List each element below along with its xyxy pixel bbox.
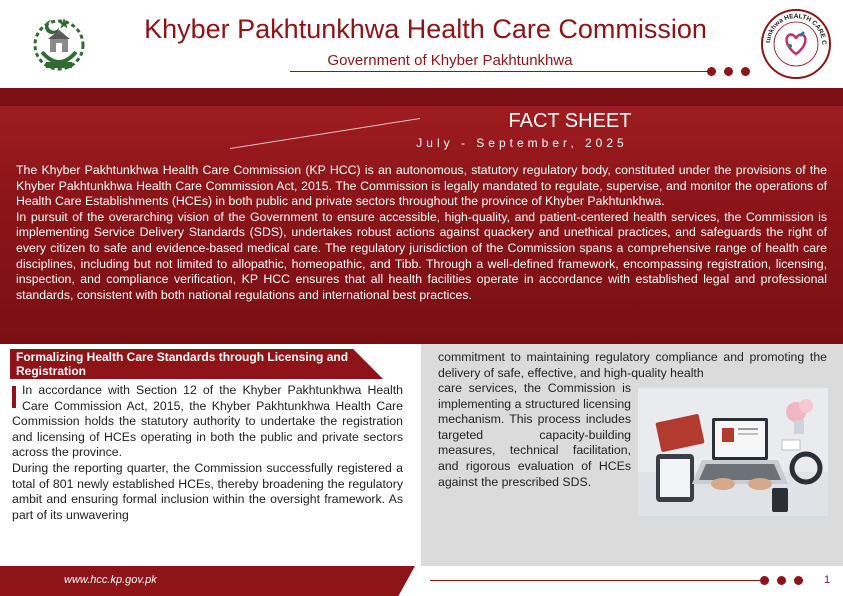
header-divider: [290, 71, 710, 72]
drop-cap-bar: [12, 386, 16, 408]
header-dot-2: [724, 67, 733, 76]
page-title: Khyber Pakhtunkhwa Health Care Commission: [144, 14, 707, 44]
section-continued-column: care services, the Commission is implementing a structured licensing mechanism. This process includes targeted capacity-building measures, technical facilitation, and rigorous evaluation of HCEs against the prescribed SDS.: [438, 381, 631, 489]
header-dot-1: [707, 67, 716, 76]
footer-dot-2: [777, 576, 786, 585]
footer-divider: [430, 580, 760, 581]
section-left-column: [12, 383, 403, 523]
kp-government-emblem-icon: [28, 12, 90, 74]
page-subtitle: Government of Khyber Pakhtunkhwa: [327, 52, 573, 69]
band-top-stripe: [0, 88, 843, 106]
page-number: 1: [824, 574, 831, 586]
section-paragraph-1: In accordance with Section 12 of the Khyber Pakhtunkhwa Health Care Commission Act, 2015, the Khyber Pakhtunkhwa Health Care Commission holds the statutory authority to undertake the registration and licensing of HCEs operating in both the public and private sectors across the province.: [12, 383, 403, 460]
header-dot-3: [741, 67, 750, 76]
intro-paragraph-2: In pursuit of the overarching vision of the Government to ensure accessible, high-quality, and patient-centered health services, the Commission is implementing Service Delivery Standards (SDS), undertakes robust actions against quackery and unethical practices, and safeguards the right of every citizen to safe and evidence-based medical care. The regulatory jurisdiction of the Commission spans a comprehensive range of health care disciplines, including but not limited to allopathic, homeopathic, and Tibb. Through a well-defined framework, encompassing registration, licensing, inspection, and compliance verification, KP HCC ensures that all health facilities operate in accordance with established legal and professional standards, consistent with both national regulations and international best practices.: [16, 209, 827, 302]
footer-dot-3: [794, 576, 803, 585]
fact-sheet-title: FACT SHEET: [508, 110, 632, 132]
laptop-desk-photo: [638, 388, 828, 516]
section-paragraph-2: During the reporting quarter, the Commission successfully registered a total of 801 newly established HCEs, thereby broadening the regulatory ambit and ensuring formal inclusion within the oversight framework. As part of its unwavering: [12, 460, 403, 522]
footer-bar: [0, 566, 415, 596]
fact-sheet-period: July - September, 2025: [416, 136, 628, 150]
footer-url-link[interactable]: www.hcc.kp.gov.pk: [64, 574, 157, 586]
intro-paragraph-1: The Khyber Pakhtunkhwa Health Care Commission (KP HCC) is an autonomous, statutory regulatory body, constituted under the provisions of the Khyber Pakhtunkhwa Health Care Commission Act, 2015. The Commission is legally mandated to regulate, supervise, and monitor the operations of Health Care Establishments (HCEs) in both public and private sectors throughout the province of Khyber Pakhtunkhwa.: [16, 163, 827, 209]
intro-text: [16, 163, 827, 303]
section-continued-top: commitment to maintaining regulatory compliance and promoting the delivery of safe, effective, and high-quality health: [438, 350, 827, 380]
logo-text: tunkhwa HEALTH CARE C: [765, 12, 828, 46]
section-heading: Formalizing Health Care Standards through Licensing and Registration: [16, 350, 349, 378]
hcc-logo-icon: [760, 8, 832, 80]
footer-dot-1: [760, 576, 769, 585]
